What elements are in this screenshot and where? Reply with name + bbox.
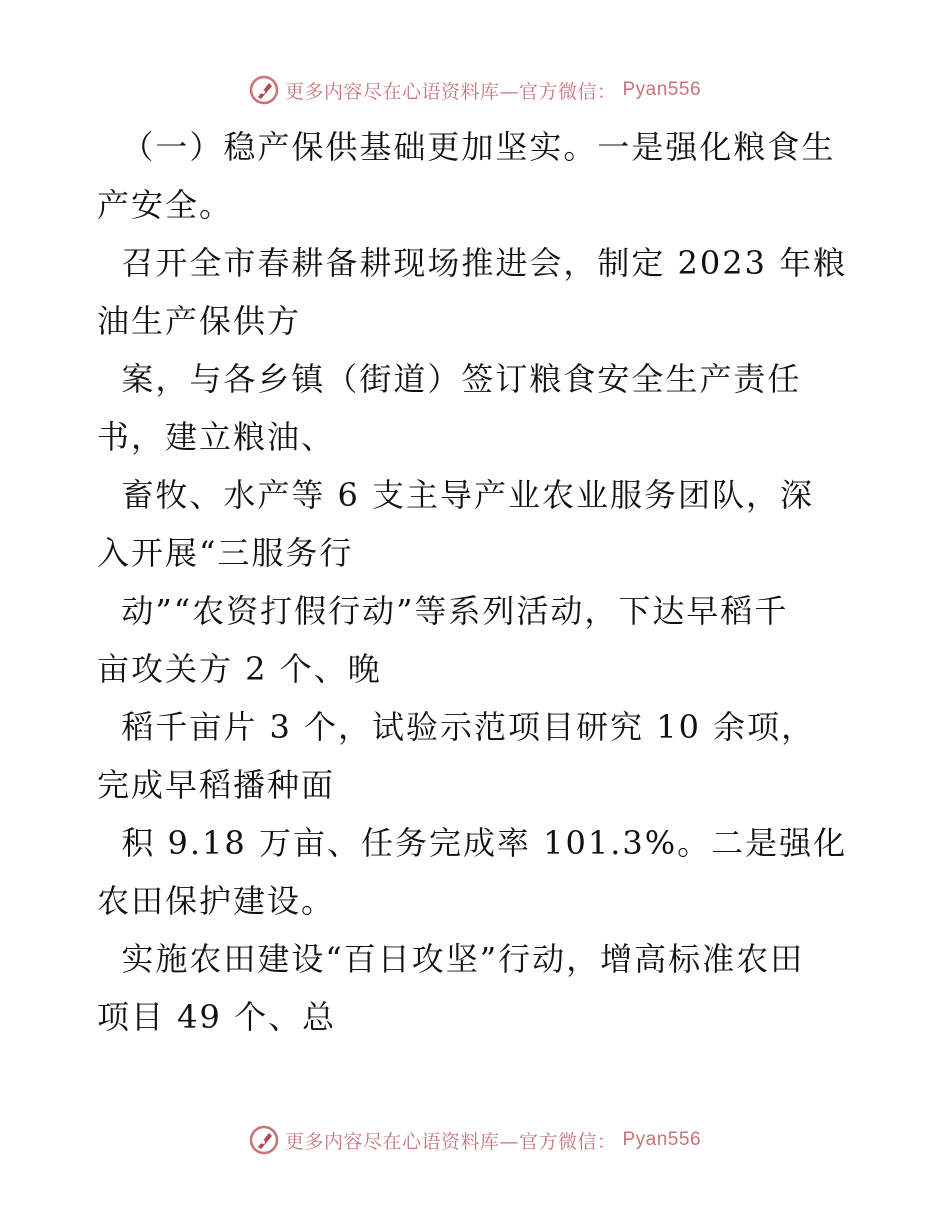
body-line: 产安全。: [97, 186, 234, 224]
body-line: 积 9.18 万亩、任务完成率 101.3%。二是强化: [97, 824, 848, 862]
body-line: 完成早稻播种面: [97, 766, 336, 804]
body-line: 油生产保供方: [97, 302, 302, 340]
body-line: 实施农田建设“百日攻坚”行动，增高标准农田: [97, 940, 805, 978]
body-line: 畜牧、水产等 6 支主导产业农业服务团队，深: [97, 476, 815, 514]
footer-watermark: [0, 1120, 950, 1160]
document-body: [97, 118, 867, 1046]
body-line: 稻千亩片 3 个，试验示范项目研究 10 余项，: [97, 708, 816, 746]
watermark-wechat-id: Pyan556: [622, 79, 702, 100]
watermark-text: 更多内容尽在心语资料库—官方微信：: [284, 80, 617, 103]
watermark-wechat-id: Pyan556: [622, 1129, 702, 1150]
body-line: （一）稳产保供基础更加坚实。一是强化粮食生: [97, 128, 836, 166]
body-line: 召开全市春耕备耕现场推进会，制定 2023 年粮: [97, 244, 848, 282]
body-line: 农田保护建设。: [97, 882, 336, 920]
body-line: 入开展“三服务行: [97, 534, 354, 572]
watermark-text: 更多内容尽在心语资料库—官方微信：: [284, 1130, 617, 1153]
body-line: 亩攻关方 2 个、晚: [97, 650, 382, 688]
pen-nib-logo-icon: [249, 75, 279, 105]
body-line: 案，与各乡镇（街道）签订粮食安全生产责任: [97, 360, 802, 398]
body-line: 项目 49 个、总: [97, 998, 337, 1036]
header-watermark: [0, 70, 950, 110]
body-line: 书，建立粮油、: [97, 418, 336, 456]
body-line: 动”“农资打假行动”等系列活动，下达早稻千: [97, 592, 789, 630]
pen-nib-logo-icon: [249, 1125, 279, 1155]
